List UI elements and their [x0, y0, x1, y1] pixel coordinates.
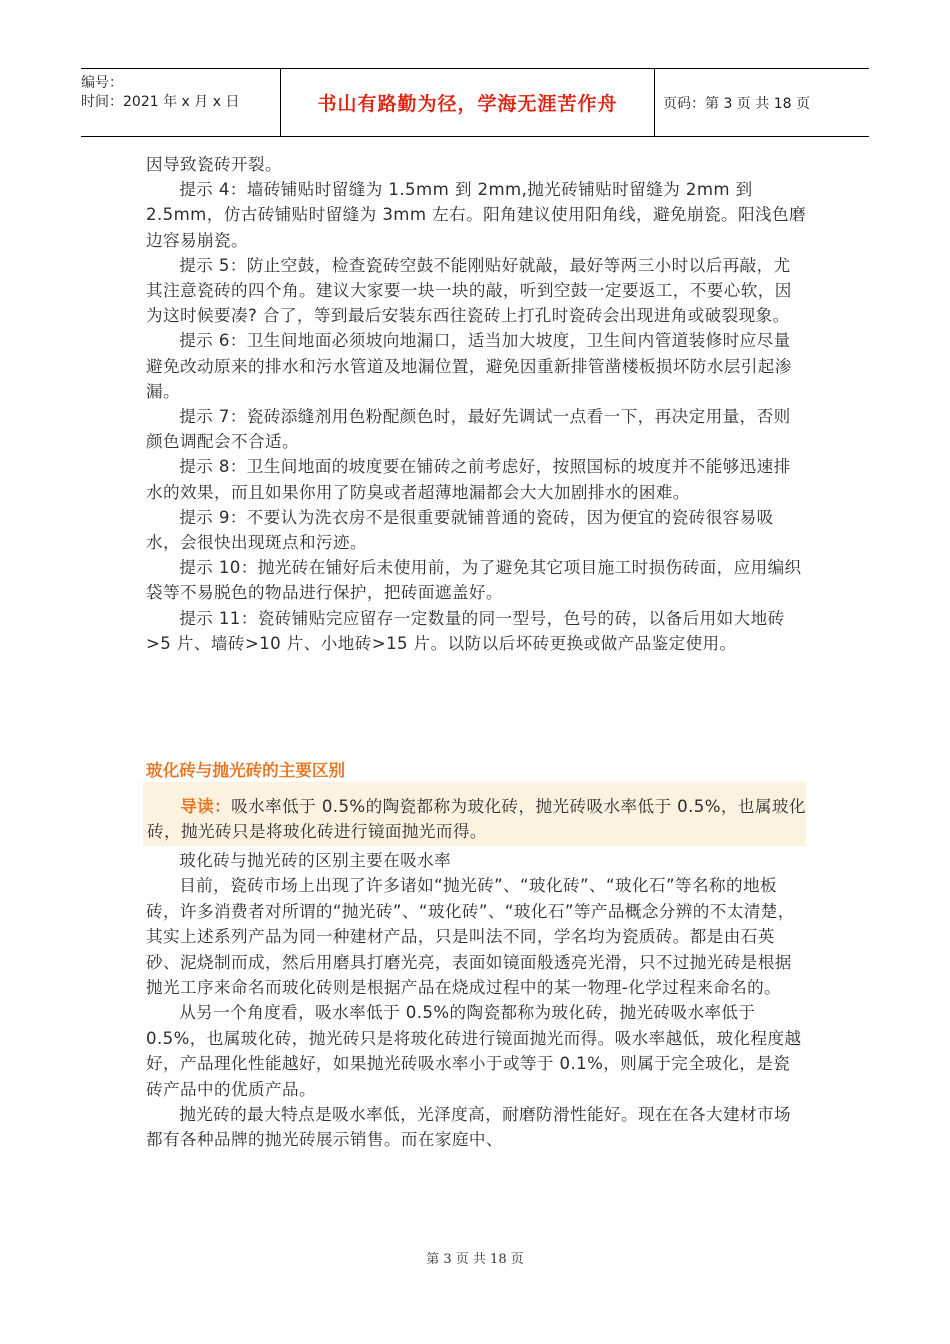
header-motto: 书山有路勤为径，学海无涯苦作舟: [281, 69, 655, 136]
paragraph: 从另一个角度看，吸水率低于 0.5%的陶瓷都称为玻化砖，抛光砖吸水率低于 0.5%，也属玻化砖，抛光砖只是将玻化砖进行镜面抛光而得。吸水率越低，玻化程度越好，产品理化性能越好，如果抛光砖吸水率小于或等于 0.1%，则属于完全玻化，是瓷砖产品中的优质产品。: [146, 1003, 802, 1099]
paragraph: 目前，瓷砖市场上出现了许多诸如“抛光砖”、“玻化砖”、“玻化石”等名称的地板砖，许多消费者对所谓的“抛光砖”、“玻化砖”、“玻化石”等产品概念分辨的不太清楚，其实上述系列产品为同一种建材产品，只是叫法不同，学名均为瓷质砖。都是由石英砂、泥烧制而成，然后用磨具打磨光亮，表面如镜面般透亮光滑，只不过抛光砖是根据抛光工序来命名而玻化砖则是根据产品在烧成过程中的某一物理-化学过程来命名的。: [146, 876, 795, 998]
header-left-cell: [81, 69, 281, 136]
tip-4: 提示 4：墙砖铺贴时留缝为 1.5mm 到 2mm,抛光砖铺贴时留缝为 2mm 到 2.5mm，仿古砖铺贴时留缝为 3mm 左右。阳角建议使用阳角线，避免崩瓷。阳浅色磨边容易崩瓷。: [146, 180, 806, 250]
tip-6: 提示 6：卫生间地面必须坡向地漏口，适当加大坡度，卫生间内管道装修时应尽量避免改动原来的排水和污水管道及地漏位置，避免因重新排管凿楼板损坏防水层引起渗漏。: [146, 331, 792, 401]
page-footer: 第 3 页 共 18 页: [426, 1252, 524, 1267]
tip-7: 提示 7：瓷砖添缝剂用色粉配颜色时，最好先调试一点看一下，再决定用量，否则颜色调配会不合适。: [146, 407, 791, 452]
article-body: [146, 848, 806, 1153]
document-number-label: 编号：: [81, 75, 123, 91]
header-page-info: 页码：第 3 页 共 18 页: [663, 95, 810, 112]
guide-box: [143, 782, 806, 846]
tip-11: 提示 11：瓷砖铺贴完应留存一定数量的同一型号，色号的砖，以备后用如大地砖>5 片、墙砖>10 片、小地砖>15 片。以防以后坏砖更换或做产品鉴定使用。: [146, 608, 785, 653]
tip-8: 提示 8：卫生间地面的坡度要在铺砖之前考虑好，按照国标的坡度并不能够迅速排水的效果，而且如果你用了防臭或者超薄地漏都会大大加剧排水的困难。: [146, 457, 791, 502]
paragraph: 玻化砖与抛光砖的区别主要在吸水率: [179, 851, 452, 870]
guide-text: 吸水率低于 0.5%的陶瓷都称为玻化砖，抛光砖吸水率低于 0.5%，也属玻化砖，抛光砖只是将玻化砖进行镜面抛光而得。: [147, 797, 806, 841]
tip-9: 提示 9：不要认为洗衣房不是很重要就铺普通的瓷砖，因为便宜的瓷砖很容易吸水，会很快出现斑点和污迹。: [146, 507, 774, 553]
paragraph: 抛光砖的最大特点是吸水率低，光泽度高，耐磨防滑性能好。现在在各大建材市场都有各种品牌的抛光砖展示销售。而在家庭中、: [146, 1105, 791, 1150]
tip-10: 提示 10：抛光砖在铺好后未使用前，为了避免其它项目施工时损伤砖面，应用编织袋等不易脱色的物品进行保护，把砖面遮盖好。: [146, 558, 802, 603]
tip-5: 提示 5：防止空鼓，检查瓷砖空鼓不能刚贴好就敲，最好等两三小时以后再敲，尤其注意瓷砖的四个角。建议大家要一块一块的敲，听到空鼓一定要返工，不要心软，因为这时候要凑? 合了，等到最后安装东西往瓷砖上打孔时瓷砖会出现进角或破裂现象。: [146, 255, 792, 326]
page-header: [81, 68, 869, 137]
paragraph: 因导致瓷砖开裂。: [146, 155, 282, 174]
guide-lead: 导读：: [180, 797, 232, 816]
section-heading: 玻化砖与抛光砖的主要区别: [146, 761, 346, 780]
tips-section: [146, 152, 806, 656]
document-date: 时间：2021 年 x 月 x 日: [81, 94, 240, 110]
